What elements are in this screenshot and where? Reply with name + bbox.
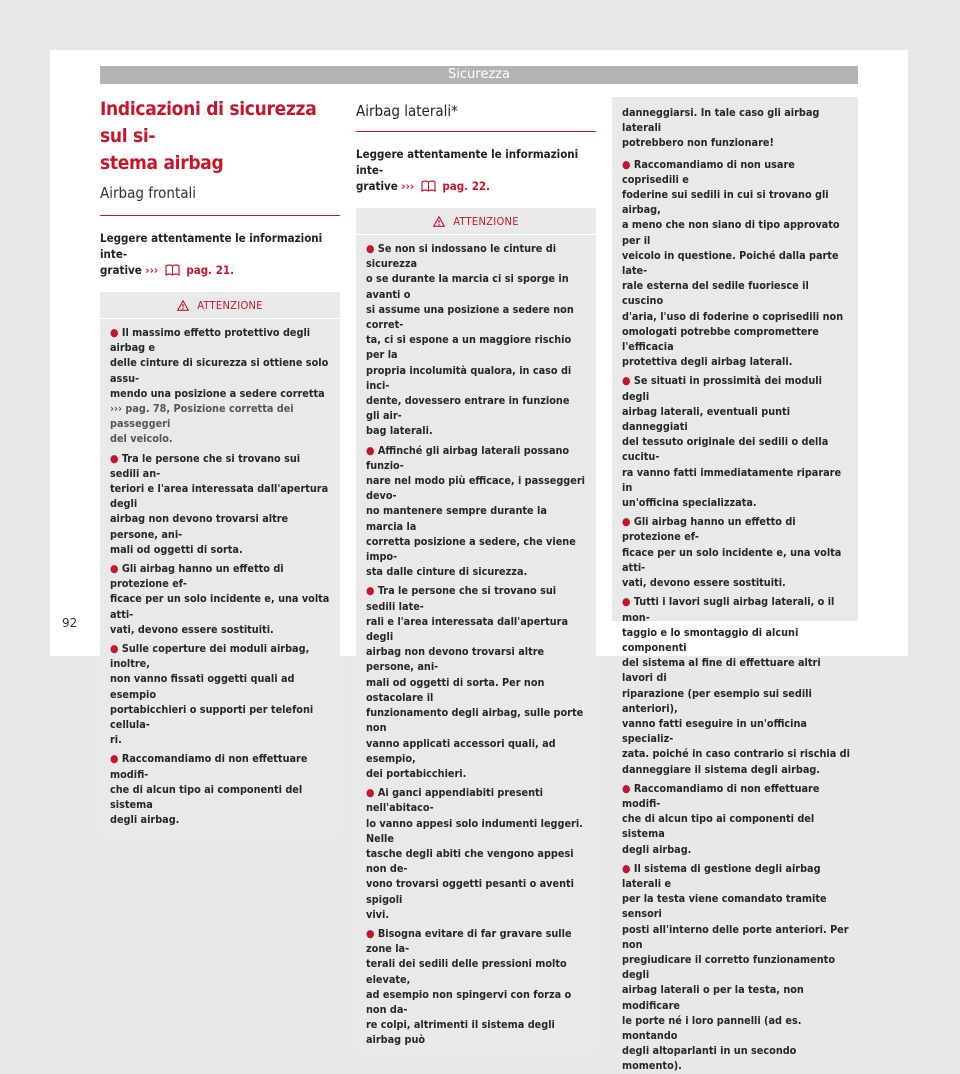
bullet-icon: ● (110, 752, 122, 766)
ref-arrow[interactable]: ››› (401, 179, 415, 193)
warning-item (622, 373, 850, 510)
text-line: d'aria, l'uso di foderine o coprisedili non (622, 309, 844, 323)
text-line: protettiva degli airbag laterali. (622, 355, 793, 369)
text-line: propria incolumità qualora, in caso di inci- (366, 363, 572, 392)
warning-label: ATTENZIONE (453, 214, 519, 228)
text-line: posti all'interno delle porte anteriori. Per non (622, 922, 849, 951)
warning-list (110, 325, 330, 828)
text-line: portabicchieri o supporti per telefoni cellula- (110, 702, 314, 732)
text-line: airbag non devono trovarsi altre persone, ani- (110, 512, 289, 541)
subtitle: Airbag frontali (100, 184, 197, 202)
text-line: airbag laterali, eventuali punti danneggiati (622, 404, 791, 434)
ref-arrow[interactable]: ››› (145, 263, 159, 277)
text-line: si assume una posizione a sedere non corret- (366, 302, 574, 332)
text-line: riparazione (per esempio sui sedili anteriori), (622, 686, 812, 715)
page-title (100, 96, 340, 177)
text-line: Bisogna evitare di far gravare sulle zone la- (366, 926, 572, 956)
page-ref-link[interactable]: pag. 21. (186, 263, 235, 277)
text-line: a meno che non siano di tipo approvato per il (622, 218, 840, 247)
warning-icon (177, 300, 189, 311)
warning-item (110, 325, 330, 447)
text-line: Il massimo effetto protettivo degli airbag e (110, 326, 311, 355)
text-line: rali e l'area interessata dall'apertura degli (366, 614, 568, 644)
intro-text (100, 230, 340, 278)
cross-reference-link[interactable]: ››› pag. 78, Posizione corretta dei passeggeri (110, 402, 294, 431)
text-line: le porte né i loro pannelli (ad es. montando (622, 1013, 802, 1042)
text-line: taggio e lo smontaggio di alcuni componenti (622, 625, 799, 654)
text-line: Raccomandiamo di non effettuare modifi- (622, 781, 820, 810)
text-line: potrebbero non funzionare! (622, 136, 774, 150)
text-line: zata. poiché in caso contrario si rischia di (622, 747, 850, 761)
text-line: Tutti i lavori sugli airbag laterali, o il mon- (622, 595, 835, 624)
text-line: ficace per un solo incidente e, una volta atti- (110, 592, 330, 621)
text-line: per la testa viene comandato tramite sensori (622, 892, 827, 921)
title-line-2: stema airbag (100, 152, 224, 174)
text-line: Sulle coperture dei moduli airbag, inoltre, (110, 642, 310, 671)
text-line: omologati potrebbe compromettere l'efficacia (622, 324, 819, 354)
warning-item (622, 594, 850, 776)
text-line: mendo una posizione a sedere corretta (110, 386, 325, 400)
text-line: non vanno fissati oggetti quali ad esempio (110, 672, 295, 701)
text-line: tasche degli abiti che vengono appesi non de- (366, 846, 574, 876)
text-line: corretta posizione a sedere, che viene impo- (366, 534, 576, 564)
intro-line: Leggere attentamente le informazioni inte- (356, 147, 579, 177)
intro-line: grative (100, 263, 142, 277)
text-line: bag laterali. (366, 424, 433, 438)
bullet-icon: ● (110, 326, 122, 339)
text-line: Raccomandiamo di non usare coprisedili e (622, 157, 795, 186)
text-line: vanno applicati accessori quali, ad esempio, (366, 736, 556, 765)
intro-line: Leggere attentamente le informazioni inte- (100, 231, 323, 261)
section-title: Airbag laterali* (356, 102, 458, 120)
warning-item (110, 751, 330, 827)
text-line: degli airbag. (622, 842, 692, 856)
warning-box-continued (612, 97, 858, 1073)
warning-item (366, 443, 586, 580)
text-line: veicolo in questione. Poiché dalla parte late- (622, 248, 839, 278)
intro-text (356, 146, 596, 194)
warning-header (100, 292, 340, 319)
bullet-icon: ● (622, 157, 634, 171)
intro-line: grative (356, 179, 398, 193)
warning-box (100, 292, 340, 838)
text-line: ficace per un solo incidente e, una volta atti- (622, 545, 842, 574)
text-line: Il sistema di gestione degli airbag laterali e (622, 861, 821, 890)
bullet-icon: ● (366, 584, 378, 598)
bullet-icon: ● (366, 443, 378, 457)
bullet-icon: ● (366, 926, 378, 940)
warning-header (356, 208, 596, 235)
text-line: Se non si indossano le cinture di sicurezza (366, 242, 557, 271)
warning-item (622, 861, 850, 1074)
text-line: ad esempio non spingervi con forza o non da- (366, 987, 572, 1016)
text-line: airbag laterali o per la testa, non modificare (622, 983, 804, 1012)
text-line: Tra le persone che si trovano sui sedili an- (110, 451, 301, 480)
warning-item (110, 561, 330, 637)
bullet-icon: ● (110, 451, 122, 465)
warning-item (366, 241, 586, 439)
text-line: degli altoparlanti in un secondo momento). (622, 1044, 797, 1073)
text-line: un'officina specializzata. (622, 496, 757, 510)
text-line: delle cinture di sicurezza si ottiene solo assu- (110, 356, 329, 385)
text-line: Ai ganci appendiabiti presenti nell'abitaco- (366, 786, 543, 815)
divider (356, 131, 596, 132)
text-line: dente, dovessero entrare in funzione gli air- (366, 394, 570, 423)
text-line: terali dei sedili delle pressioni molto elevate, (366, 957, 567, 986)
text-line: ra vanno fatti immediatamente riparare in (622, 465, 842, 494)
bullet-icon: ● (622, 374, 634, 388)
text-line: lo vanno appesi solo indumenti leggeri. Nelle (366, 816, 583, 845)
text-line: rale esterna del sedile fuoriesce il cuscino (622, 279, 809, 308)
column-1 (100, 92, 340, 838)
text-line: danneggiarsi. In tale caso gli airbag laterali (622, 106, 820, 135)
text-line: vono trovarsi oggetti pesanti o aventi spigoli (366, 877, 574, 906)
warning-list (612, 157, 858, 1074)
text-line: ta, ci si espone a un maggiore rischio per la (366, 333, 572, 362)
text-line: del sistema al fine di effettuare altri lavori di (622, 656, 821, 685)
text-line: funzionamento degli airbag, sulle porte non (366, 706, 584, 735)
text-line: teriori e l'area interessata dall'apertura degli (110, 482, 329, 511)
page-number: 92 (62, 616, 78, 630)
page-ref-link[interactable]: pag. 22. (442, 179, 491, 193)
text-line: pregiudicare il corretto funzionamento degli (622, 952, 835, 982)
text-line: dei portabicchieri. (366, 766, 467, 780)
warning-item (110, 451, 330, 557)
column-2 (356, 92, 596, 1052)
warning-box (356, 208, 596, 1052)
continuation-text (612, 97, 858, 151)
cross-reference-link[interactable]: del veicolo. (110, 432, 173, 446)
divider (100, 215, 340, 216)
text-line: ri. (110, 733, 122, 747)
text-line: Se situati in prossimità dei moduli degli (622, 374, 822, 403)
text-line: degli airbag. (110, 813, 180, 827)
warning-item (366, 785, 586, 922)
text-line: del tessuto originale dei sedili o della cucitu- (622, 435, 829, 464)
text-line: o se durante la marcia ci si sporge in avanti o (366, 272, 569, 301)
bullet-icon: ● (110, 642, 122, 656)
text-line: vati, devono essere sostituiti. (110, 622, 274, 636)
warning-icon (433, 216, 445, 227)
text-line: sta dalle cinture di sicurezza. (366, 565, 528, 579)
warning-list (366, 241, 586, 1048)
text-line: che di alcun tipo ai componenti del sistema (110, 782, 303, 812)
warning-label: ATTENZIONE (197, 298, 263, 312)
text-line: che di alcun tipo ai componenti del sistema (622, 812, 815, 841)
warning-item (622, 514, 850, 590)
text-line: airbag non devono trovarsi altre persone, ani- (366, 645, 545, 674)
text-line: vivi. (366, 907, 390, 921)
bullet-icon: ● (366, 242, 378, 255)
text-line: danneggiare il sistema degli airbag. (622, 762, 821, 776)
warning-item (366, 926, 586, 1048)
section-header: Sicurezza (100, 66, 858, 84)
text-line: vati, devono essere sostituiti. (622, 576, 786, 590)
warning-item (622, 781, 850, 857)
book-icon (165, 264, 180, 276)
bullet-icon: ● (622, 781, 634, 795)
text-line: Gli airbag hanno un effetto di protezione ef- (110, 562, 284, 591)
text-line: Gli airbag hanno un effetto di protezione ef- (622, 515, 796, 544)
title-line-1: Indicazioni di sicurezza sul si- (100, 98, 317, 147)
bullet-icon: ● (622, 861, 634, 875)
text-line: mali od oggetti di sorta. Per non ostacolare il (366, 675, 545, 704)
text-line: Tra le persone che si trovano sui sedili late- (366, 584, 557, 613)
warning-item (366, 583, 586, 781)
book-icon (421, 180, 436, 192)
bullet-icon: ● (622, 595, 634, 609)
text-line: re colpi, altrimenti il sistema degli airbag può (366, 1018, 555, 1047)
bullet-icon: ● (622, 515, 634, 529)
text-line: Affinché gli airbag laterali possano funzio- (366, 443, 570, 472)
text-line: no mantenere sempre durante la marcia la (366, 504, 547, 533)
text-line: vanno fatti eseguire in un'officina specializ- (622, 716, 807, 746)
warning-item (110, 641, 330, 747)
bullet-icon: ● (110, 562, 122, 576)
text-line: foderine sui sedili in cui si trovano gli airbag, (622, 188, 829, 217)
text-line: mali od oggetti di sorta. (110, 542, 243, 556)
bullet-icon: ● (366, 786, 378, 800)
text-line: Raccomandiamo di non effettuare modifi- (110, 752, 308, 781)
warning-item (622, 157, 850, 370)
text-line: nare nel modo più efficace, i passeggeri devo- (366, 474, 585, 503)
